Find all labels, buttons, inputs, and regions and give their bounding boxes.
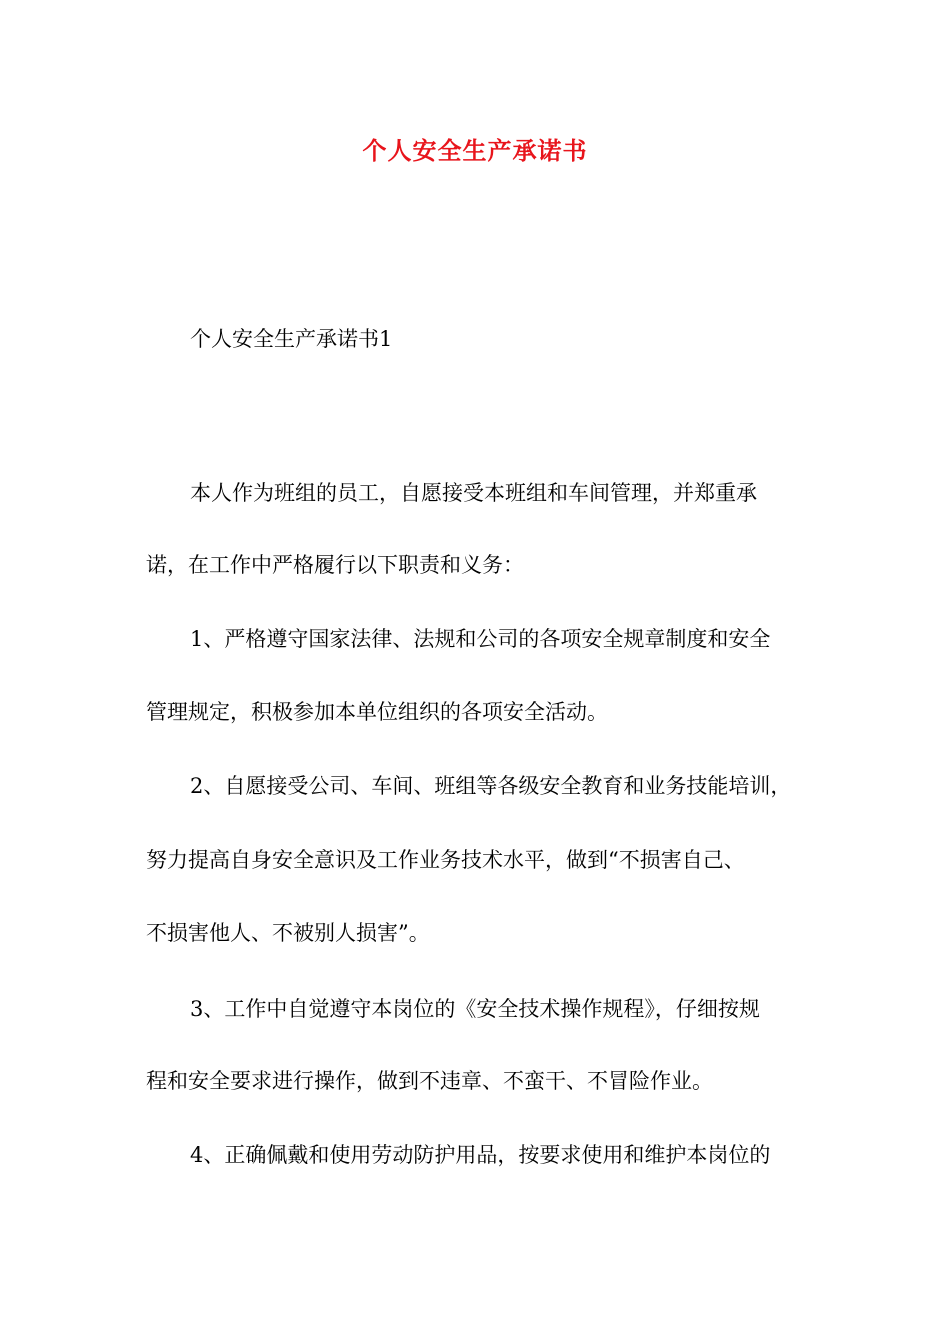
section-heading: 个人安全生产承诺书1: [190, 327, 393, 351]
paragraph-line: 管理规定，积极参加本单位组织的各项安全活动。: [146, 700, 608, 724]
paragraph-line: 3、工作中自觉遵守本岗位的《安全技术操作规程》，仔细按规: [190, 997, 760, 1021]
paragraph-line: 努力提高自身安全意识及工作业务技术水平，做到“不损害自己、: [146, 848, 745, 872]
paragraph-line: 本人作为班组的员工，自愿接受本班组和车间管理，并郑重承: [190, 481, 757, 505]
paragraph-line: 程和安全要求进行操作，做到不违章、不蛮干、不冒险作业。: [146, 1069, 713, 1093]
document-title: 个人安全生产承诺书: [362, 136, 588, 165]
paragraph-line: 诺，在工作中严格履行以下职责和义务：: [146, 553, 524, 577]
paragraph-line: 2、自愿接受公司、车间、班组等各级安全教育和业务技能培训，: [190, 774, 792, 798]
paragraph-line: 1、严格遵守国家法律、法规和公司的各项安全规章制度和安全: [190, 627, 771, 651]
paragraph-line: 4、正确佩戴和使用劳动防护用品，按要求使用和维护本岗位的: [190, 1143, 771, 1167]
paragraph-line: 不损害他人、不被别人损害”。: [146, 921, 430, 945]
